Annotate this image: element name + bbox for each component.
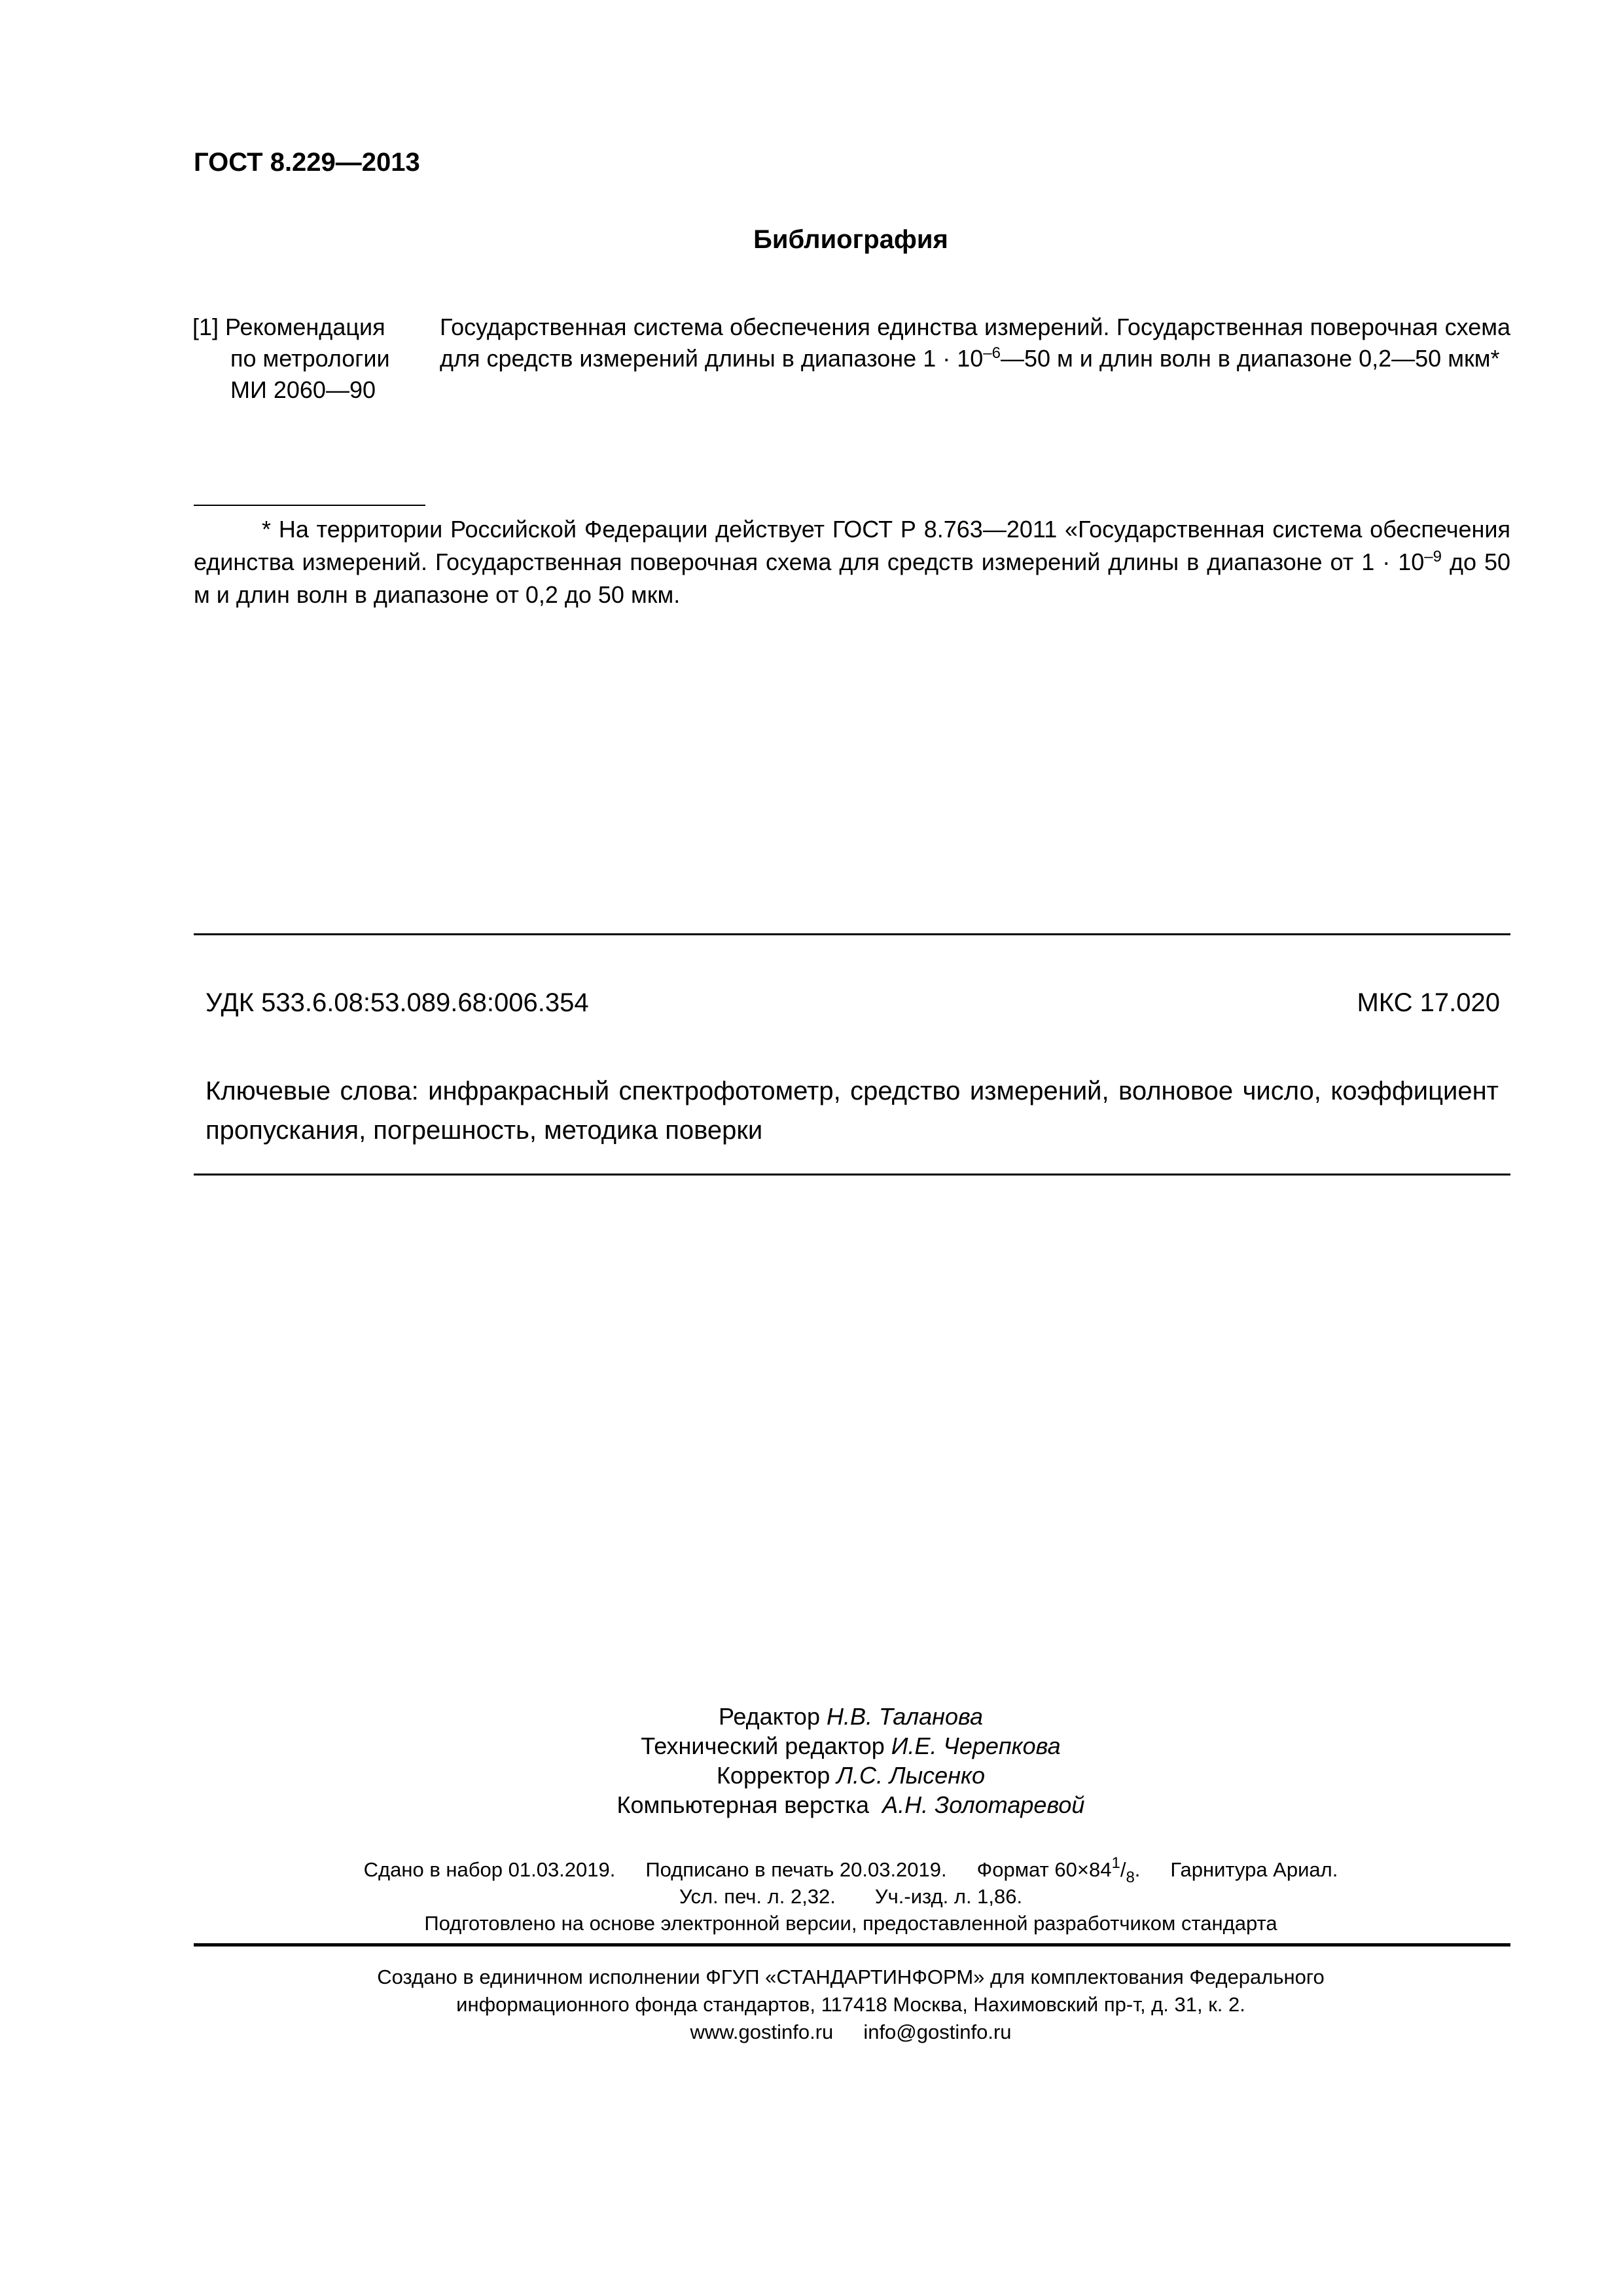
credit-technical-editor xyxy=(0,1731,1623,1761)
bibliography-label-line-1: [1] Рекомендация xyxy=(192,314,385,340)
credit-role: Компьютерная верстка xyxy=(616,1791,870,1818)
credit-role: Редактор xyxy=(719,1703,820,1730)
imprint-signed: Подписано в печать 20.03.2019. xyxy=(645,1858,947,1881)
created-contacts xyxy=(0,2018,1623,2046)
credit-name: Н.В. Таланова xyxy=(826,1703,983,1730)
credit-name: И.Е. Черепкова xyxy=(891,1732,1061,1759)
imprint-format-denominator: 8 xyxy=(1126,1869,1135,1886)
bibliography-text-part2: —50 м и длин волн в диапазоне 0,2—50 мкм* xyxy=(1000,345,1500,372)
imprint-line-1 xyxy=(0,1854,1623,1886)
bibliography-text-part1: Государственная система обеспечения единства измерений. Государственная поверочная схема для средств измерений длины в диапазоне 1 · 10 xyxy=(440,314,1510,372)
imprint-line-2 xyxy=(0,1883,1623,1910)
footnote-part1: * На территории Российской Федерации действует ГОСТ Р 8.763—2011 «Государственная система обеспечения единства измерений. Государственная поверочная схема для средств измерений длины в диапазоне от 1 · 10 xyxy=(194,516,1510,575)
credit-name: А.Н. Золотаревой xyxy=(882,1791,1085,1818)
keywords: Ключевые слова: инфракрасный спектрофотометр, средство измерений, волновое число, коэффициент пропускания, погрешность, методика поверки xyxy=(205,1077,1499,1145)
bibliography-title: Библиография xyxy=(753,225,948,254)
credit-editor xyxy=(0,1702,1623,1731)
bibliography-label-line-3: МИ 2060—90 xyxy=(230,376,376,403)
imprint-font: Гарнитура Ариал. xyxy=(1170,1858,1338,1881)
document-number: ГОСТ 8.229—2013 xyxy=(194,148,420,177)
imprint-submitted: Сдано в набор 01.03.2019. xyxy=(363,1858,616,1881)
created-block xyxy=(0,1964,1623,2046)
bibliography-entry-label xyxy=(192,312,402,406)
imprint-prepared: Подготовлено на основе электронной версии, предоставленной разработчиком стандарта xyxy=(424,1912,1277,1935)
footnote xyxy=(194,513,1510,611)
imprint-format: Формат $60\times 84^1/_8$. xyxy=(976,1854,1141,1886)
classification-top-rule xyxy=(194,933,1510,935)
bibliography-entry-text xyxy=(440,312,1510,374)
credit-role: Корректор xyxy=(716,1762,830,1789)
imprint-format-prefix: Формат 60×84 xyxy=(976,1858,1112,1881)
bibliography-text-exponent: –6 xyxy=(983,344,1001,362)
classification-bottom-rule xyxy=(194,1174,1510,1175)
credit-role: Технический редактор xyxy=(641,1732,885,1759)
imprint-block xyxy=(0,1856,1623,1937)
credit-layout xyxy=(0,1790,1623,1820)
imprint-format-suffix: . xyxy=(1134,1858,1141,1881)
footnote-part2: до 50 м и длин волн в диапазоне от 0,2 до 50 мкм. xyxy=(194,548,1510,608)
footnote-exponent: –9 xyxy=(1424,548,1442,565)
imprint-bottom-rule xyxy=(194,1943,1510,1946)
udk-code: УДК 533.6.08:53.089.68:006.354 xyxy=(205,988,589,1017)
credit-name: Л.С. Лысенко xyxy=(836,1762,986,1789)
imprint-print-sheets: Усл. печ. л. 2,32. xyxy=(679,1885,836,1908)
website-link[interactable]: www.gostinfo.ru xyxy=(690,2020,834,2043)
credits-block xyxy=(0,1702,1623,1820)
email-link[interactable]: info@gostinfo.ru xyxy=(863,2020,1012,2043)
imprint-format-numerator: 1 xyxy=(1111,1854,1120,1872)
footnote-separator xyxy=(194,505,425,506)
created-line-1: Создано в единичном исполнении ФГУП «СТАНДАРТИНФОРМ» для комплектования Федерального xyxy=(377,1965,1325,1988)
bibliography-label-line-2: по метрологии xyxy=(230,345,390,372)
mks-code: МКС 17.020 xyxy=(1357,988,1500,1017)
created-line-2: информационного фонда стандартов, 117418 Москва, Нахимовский пр-т, д. 31, к. 2. xyxy=(456,1993,1245,2016)
imprint-publisher-sheets: Уч.-изд. л. 1,86. xyxy=(874,1885,1023,1908)
credit-proofreader xyxy=(0,1761,1623,1790)
